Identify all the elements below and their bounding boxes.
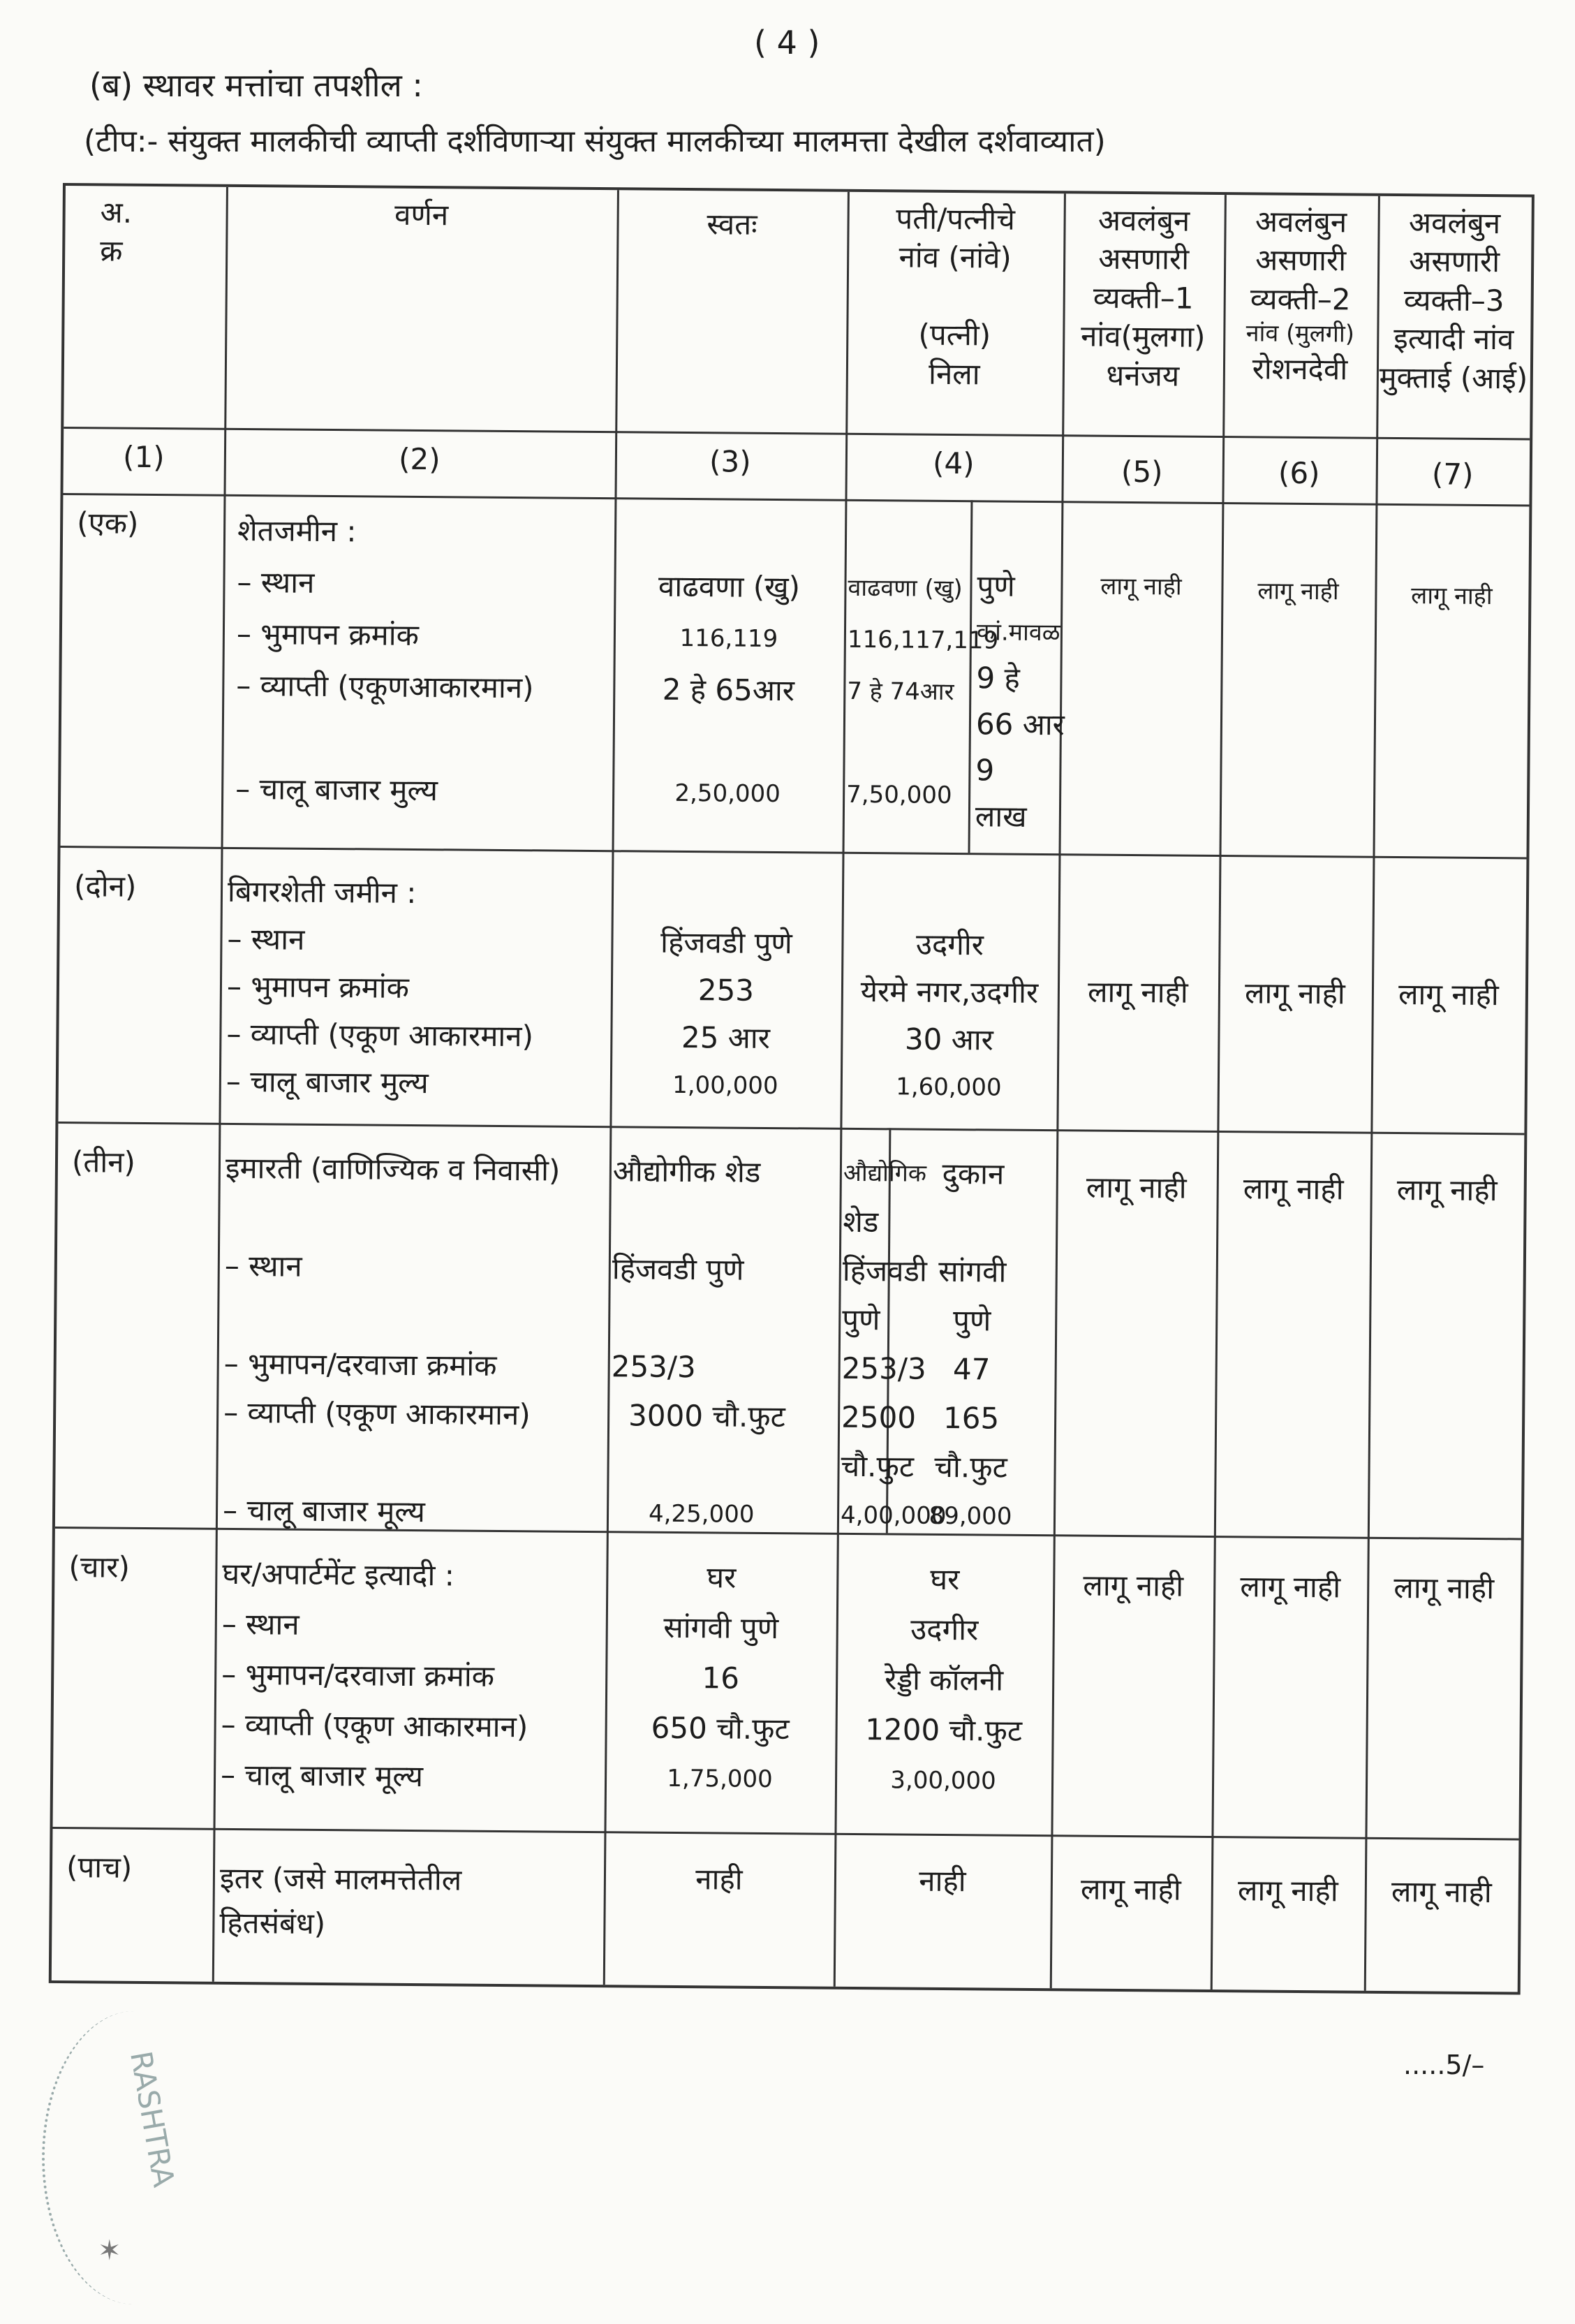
dependent-1-value: लागू नाही — [1083, 1568, 1184, 1603]
dependent-3-value: लागू नाही — [1411, 582, 1493, 611]
row-sr: (एक) — [76, 506, 139, 540]
header-dependent-1: अवलंबुन असणारी व्यक्ती–1 नांव(मुलगा) धनंजय — [1080, 203, 1206, 393]
col-number: (1) — [122, 439, 165, 475]
dependent-3-value: लागू नाही — [1398, 977, 1499, 1013]
spouse-values-b: दुकान सांगवी पुणे 47 165 चौ.फुट 89,000 — [929, 1156, 1012, 1531]
row-description: इतर (जसे मालमत्तेतील हितसंबंध) — [219, 1860, 462, 1941]
header-dependent-2: अवलंबुन असणारी व्यक्ती–2 नांव (मुलगी) रोशनदेवी — [1245, 204, 1355, 387]
self-values: हिंजवडी पुणे 253 25 आर 1,00,000 — [660, 925, 792, 1101]
header-spouse: पती/पत्नीचे नांव (नांवे) (पत्नी) निला — [896, 201, 1016, 392]
spouse-values-a: औद्योगिक शेड हिंजवडी पुणे 253/3 2500 चौ.फुट 4,00,000 — [840, 1159, 947, 1530]
row-description: घर/अपार्टमेंट इत्यादी : – स्थान – भुमापन/दरवाजा क्रमांक – व्याप्ती (एकूण आकारमान) – चालू बाजार मूल्य — [220, 1556, 528, 1794]
dependent-1-value: लागू नाही — [1087, 974, 1188, 1010]
next-page-marker: .....5/– — [1403, 2050, 1485, 2080]
spouse-values: घर उदगीर रेड्डी कॉलनी 1200 चौ.फुट 3,00,000 — [865, 1561, 1023, 1795]
header-self: स्वतः — [707, 207, 757, 242]
dependent-1-value: लागू नाही — [1086, 1170, 1187, 1205]
dependent-2-value: लागू नाही — [1244, 976, 1345, 1011]
row-description: इमारती (वाणिज्यिक व निवासी) – स्थान – भुमापन/दरवाजा क्रमांक – व्याप्ती (एकूण आकारमान) – चालू बाजार मूल्य — [222, 1150, 561, 1529]
spouse-values-a: वाढवणा (खु) 116,117,119 7 हे 74आर 7,50,000 — [845, 573, 999, 810]
col-number: (6) — [1278, 455, 1320, 491]
header-description: वर्णन — [394, 197, 449, 233]
dependent-3-value: लागू नाही — [1393, 1571, 1495, 1606]
row-sr: (पाच) — [66, 1850, 133, 1885]
stamp-text: RASHTRA — [123, 2048, 182, 2190]
self-values: वाढवणा (खु) 116,119 2 हे 65आर 2,50,000 — [658, 568, 801, 809]
header-dependent-3: अवलंबुन असणारी व्यक्ती–3 इत्यादी नांव मुक्ताई (आई) — [1379, 205, 1528, 396]
assets-table — [49, 183, 1535, 1994]
col-number: (3) — [709, 444, 751, 479]
row-description: बिगरशेती जमीन : – स्थान – भुमापन क्रमांक – व्याप्ती (एकूण आकारमान) – चालू बाजार मुल्य — [225, 874, 534, 1101]
row-sr: (दोन) — [73, 869, 137, 904]
dependent-1-value: लागू नाही — [1080, 1871, 1181, 1907]
section-heading: (ब) स्थावर मत्तांचा तपशील : — [89, 66, 423, 104]
col-number: (4) — [932, 446, 975, 481]
dependent-2-value: लागू नाही — [1243, 1171, 1344, 1207]
self-values: औद्योगीक शेड हिंजवडी पुणे 253/3 3000 चौ.फुट 4,25,000 — [611, 1154, 786, 1529]
header-sr: अ. क्र — [100, 195, 133, 269]
self-values: घर सांगवी पुणे 16 650 चौ.फुट 1,75,000 — [651, 1560, 790, 1794]
page-number: ( 4 ) — [754, 24, 820, 61]
spouse-values: उदगीर येरमे नगर,उदगीर 30 आर 1,60,000 — [860, 927, 1039, 1102]
col-number: (7) — [1431, 457, 1474, 492]
spouse-value: नाही — [919, 1863, 966, 1899]
dependent-2-value: लागू नाही — [1237, 1873, 1338, 1909]
dependent-2-value: लागू नाही — [1240, 1569, 1341, 1605]
dependent-2-value: लागू नाही — [1257, 577, 1339, 606]
dependent-3-value: लागू नाही — [1391, 1874, 1492, 1910]
col-number: (2) — [398, 441, 441, 477]
spouse-values-b: पुणे कां.मावळ 9 हे 66 आर 9 लाख — [975, 568, 1065, 834]
self-value: नाही — [695, 1862, 743, 1897]
row-sr: (चार) — [68, 1550, 131, 1584]
row-sr: (तीन) — [71, 1145, 136, 1179]
dependent-3-value: लागू नाही — [1396, 1172, 1498, 1208]
section-note: (टीप:- संयुक्त मालकीची व्याप्ती दर्शविणाऱ्या संयुक्त मालकीच्या मालमत्ता देखील दर्शवाव्यात) — [84, 124, 1106, 159]
star-icon: ✶ — [98, 2235, 121, 2267]
row-description: शेतजमीन : – स्थान – भुमापन क्रमांक – व्याप्ती (एकूणआकारमान) – चालू बाजार मुल्य — [235, 513, 534, 808]
dependent-1-value: लागू नाही — [1100, 572, 1182, 601]
col-number: (5) — [1121, 454, 1163, 490]
